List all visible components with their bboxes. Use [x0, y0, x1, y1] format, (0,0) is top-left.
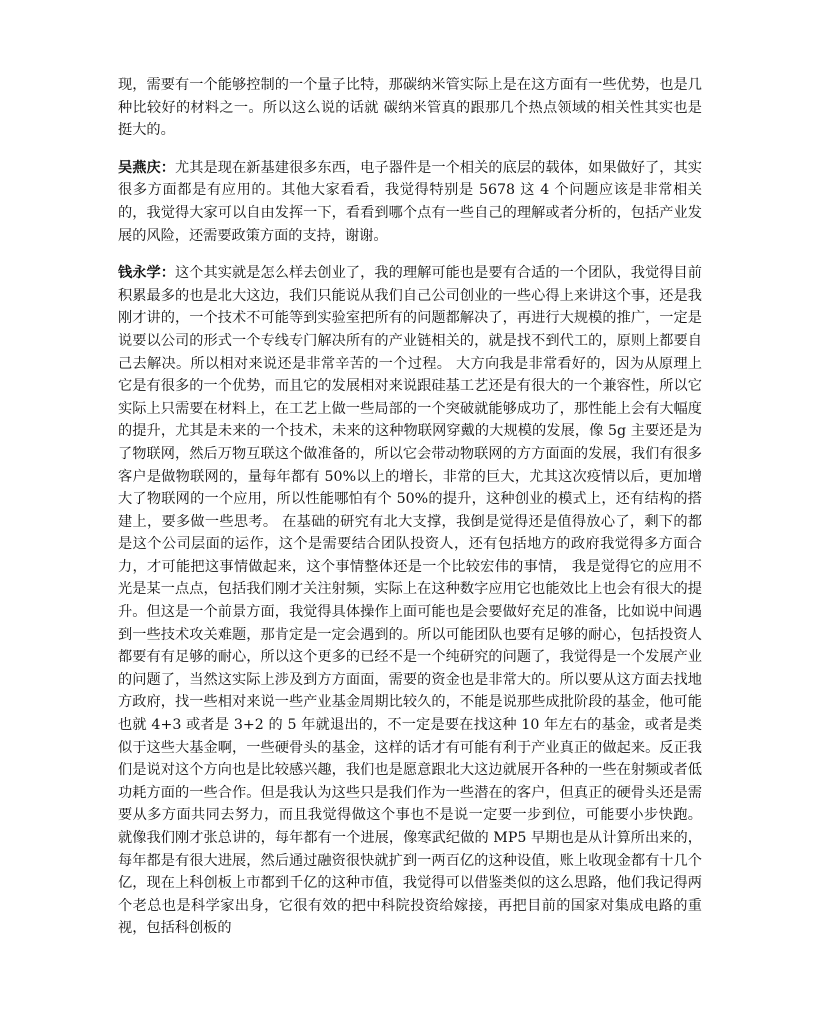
- speaker-name: 吴燕庆：: [118, 159, 175, 176]
- document-page: [118, 74, 702, 955]
- paragraph-text: 现，需要有一个能够控制的一个量子比特，那碳纳米管实际上是在这方面有一些优势，也是几种比较好的材料之一。所以这么说的话就 碳纳米管真的跟那几个热点领域的相关性其实也是挺大的。: [118, 77, 702, 139]
- paragraph-2: [118, 157, 702, 247]
- paragraph-1: [118, 74, 702, 142]
- paragraph-text: 尤其是现在新基建很多东西，电子器件是一个相关的底层的载体，如果做好了，其实很多方面都是有应用的。其他大家看看，我觉得特别是 5678 这 4 个问题应该是非常相关的，我觉得大家可以自由发挥一下，看看到哪个点有一些自己的理解或者分析的，包括产业发展的风险，还需要政策方面的支持，谢谢。: [118, 159, 702, 244]
- paragraph-3: [118, 262, 702, 940]
- paragraph-text: 这个其实就是怎么样去创业了，我的理解可能也是要有合适的一个团队，我觉得目前积累最多的也是北大这边，我们只能说从我们自己公司创业的一些心得上来讲这个事，还是我刚才讲的，一个技术不可能等到实验室把所有的问题都解决了，再进行大规模的推广，一定是说要以公司的形式一个专线专门解决所有的产业链相关的，就是找不到代工的，原则上都要自己去解决。所以相对来说还是非常辛苦的一个过程。 大方向我是非常看好的，因为从原理上它是有很多的一个优势，而且它的发展相对来说跟硅基工艺还是有很大的一个兼容性，所以它实际上只需要在材料上，在工艺上做一些局部的一个突破就能够成功了，那性能上会有大幅度的提升，尤其是未来的一个技术，未来的这种物联网穿戴的大规模的发展，像 5g 主要还是为了物联网，然后万物互联这个做准备的，所以它会带动物联网的方方面面的发展，我们有很多客户是做物联网的，量每年都有 50%以上的增长，非常的巨大，尤其这次疫情以后，更加增大了物联网的一个应用，所以性能哪怕有个 50%的提升，这种创业的模式上，还有结构的搭建上，要多做一些思考。 在基础的研究有北大支撑，我倒是觉得还是值得放心了，剩下的都是这个公司层面的运作，这个是需要结合团队投资人，还有包括地方的政府我觉得多方面合力，才可能把这事情做起来，这个事情整体还是一个比较宏伟的事情， 我是觉得它的应用不光是某一点点，包括我们刚才关注射频，实际上在这种数字应用它也能效比上也会有很大的提升。但这是一个前景方面，我觉得具体操作上面可能也是会要做好充足的准备，比如说中间遇到一些技术攻关难题，那肯定是一定会遇到的。所以可能团队也要有足够的耐心，包括投资人都要有有足够的耐心，所以这个更多的已经不是一个纯研究的问题了，我觉得是一个发展产业的问题了，当然这实际上涉及到方方面面，需要的资金也是非常大的。所以要从这方面去找地方政府，找一些相对来说一些产业基金周期比较久的，不能是说那些成批阶段的基金，他可能也就 4+3 或者是 3+2 的 5 年就退出的，不一定是要在找这种 10 年左右的基金，或者是类似于这些大基金啊，一些硬骨头的基金，这样的话才有可能有利于产业真正的做起来。反正我们是说对这个方向也是比较感兴趣，我们也是愿意跟北大这边就展开各种的一些在射频或者低功耗方面的一些合作。但是我认为这些只是我们作为一些潜在的客户，但真正的硬骨头还是需要从多方面共同去努力，而且我觉得做这个事也不是说一定要一步到位，可能要小步快跑。 就像我们刚才张总讲的，每年都有一个进展，像寒武纪做的 MP5 早期也是从计算所出来的，每年都是有很大进展，然后通过融资很快就扩到一两百亿的这种设值，账上收现金都有十几个亿，现在上科创板上市都到千亿的这种市值，我觉得可以借鉴类似的这么思路，他们我记得两 个老总也是科学家出身，它很有效的把中科院投资给嫁接，再把目前的国家对集成电路的重视，包括科创板的: [118, 265, 702, 937]
- speaker-name: 钱永学：: [118, 265, 175, 282]
